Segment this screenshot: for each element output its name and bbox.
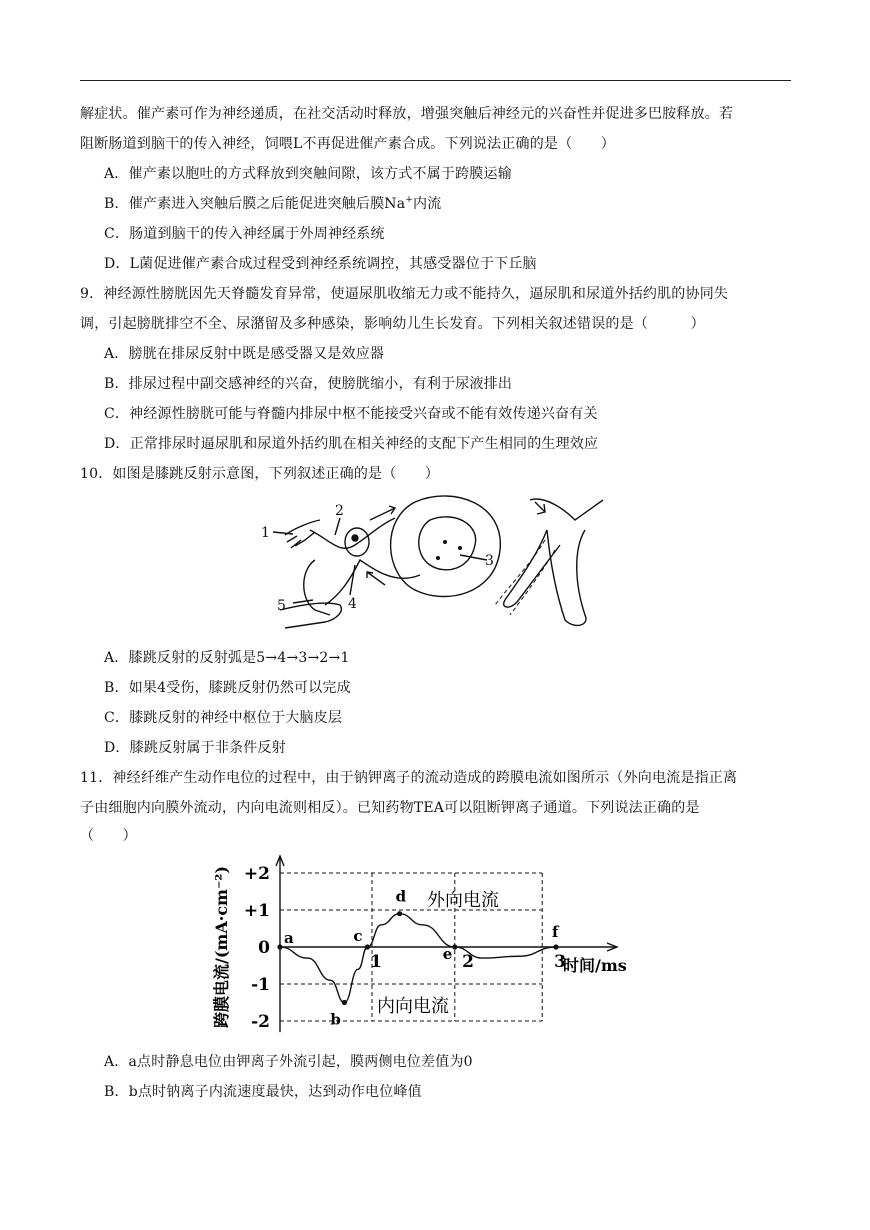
y-tick-label: -2	[251, 1012, 270, 1032]
data-point	[277, 944, 282, 949]
q8-option-b-sup: +	[405, 195, 414, 205]
q11-text-line3: （ ）	[80, 828, 137, 844]
q10-option-c[interactable]: C．膝跳反射的神经中枢位于大脑皮层	[104, 710, 343, 726]
q9-option-d[interactable]: D．正常排尿时逼尿肌和尿道外括约肌在相关神经的支配下产生相同的生理效应	[104, 436, 599, 452]
data-point	[553, 944, 558, 949]
q8-option-a[interactable]: A．催产素以胞吐的方式释放到突触间隙，该方式不属于跨膜运输	[104, 166, 512, 182]
q8-option-b-text: B．催产素进入突触后膜之后能促进突触后膜Na	[104, 196, 406, 212]
fig-label-1: 1	[261, 525, 270, 541]
point-label: f	[552, 923, 559, 941]
q11-text-line2: 子由细胞内向膜外流动，内向电流则相反）。已知药物TEA可以阻断钾离子通道。下列说法正确的是	[80, 800, 700, 816]
q10-option-b[interactable]: B．如果4受伤，膝跳反射仍然可以完成	[104, 680, 351, 696]
x-tick-label: 3	[554, 952, 566, 972]
fig-label-5: 5	[277, 598, 286, 614]
y-tick-label: 0	[258, 938, 270, 958]
y-tick-label: +2	[243, 864, 270, 884]
q10-stem: 10．如图是膝跳反射示意图，下列叙述正确的是（ ）	[80, 466, 440, 482]
y-tick-label: +1	[243, 901, 270, 921]
fig-label-2: 2	[335, 503, 344, 519]
data-point	[452, 944, 457, 949]
q9-option-a[interactable]: A．膀胱在排尿反射中既是感受器又是效应器	[104, 346, 385, 362]
header-rule	[80, 80, 791, 81]
data-point	[397, 911, 402, 916]
x-tick-label: 2	[462, 952, 474, 972]
series-line	[280, 914, 556, 1003]
transmembrane-current-chart	[205, 850, 665, 1050]
q10-option-d[interactable]: D．膝跳反射属于非条件反射	[104, 740, 286, 756]
q9-text-line1: 9．神经源性膀胱因先天脊髓发育异常，使逼尿肌收缩无力或不能持久，逼尿肌和尿道外括约肌的协同失	[80, 286, 729, 302]
q9-text-line2: 调，引起膀胱排空不全、尿潴留及多种感染，影响幼儿生长发育。下列相关叙述错误的是（ ）	[80, 316, 705, 332]
point-label: d	[395, 887, 407, 906]
data-point	[342, 1000, 347, 1005]
q8-option-c[interactable]: C．肠道到脑干的传入神经属于外周神经系统	[104, 226, 385, 242]
knee-jerk-reflex-figure	[255, 490, 615, 640]
q8-option-b[interactable]	[104, 194, 441, 214]
q8-option-d[interactable]: D．L菌促进催产素合成过程受到神经系统调控，其感受器位于下丘脑	[104, 256, 537, 272]
q8-option-b-tail: 内流	[413, 196, 442, 212]
q11-text-line1: 11．神经纤维产生动作电位的过程中，由于钠钾离子的流动造成的跨膜电流如图所示（外向电流是指正离	[80, 770, 738, 786]
q11-option-b[interactable]: B．b点时钠离子内流速度最快，达到动作电位峰值	[104, 1084, 422, 1100]
q11-option-a[interactable]: A．a点时静息电位由钾离子外流引起，膜两侧电位差值为0	[104, 1054, 473, 1070]
data-point	[365, 944, 370, 949]
fig-label-3: 3	[485, 553, 494, 569]
y-axis-label: 跨膜电流/(mA·cm⁻²)	[212, 865, 231, 1029]
point-label: b	[330, 1010, 341, 1029]
q9-option-c[interactable]: C．神经源性膀胱可能与脊髓内排尿中枢不能接受兴奋或不能有效传递兴奋有关	[104, 406, 598, 422]
q9-option-b[interactable]: B．排尿过程中副交感神经的兴奋，使膀胱缩小，有利于尿液排出	[104, 376, 513, 392]
q8-text-line1: 解症状。催产素可作为神经递质，在社交活动时释放，增强突触后神经元的兴奋性并促进多巴胺释放。若	[80, 106, 734, 122]
y-tick-label: -1	[251, 975, 270, 995]
point-label: e	[442, 945, 453, 963]
x-axis-label: 时间/ms	[563, 956, 627, 975]
q10-option-a[interactable]: A．膝跳反射的反射弧是5→4→3→2→1	[104, 650, 350, 666]
annotation-outward: 外向电流	[427, 890, 499, 911]
annotation-inward: 内向电流	[377, 995, 449, 1017]
x-tick-label: 1	[370, 952, 382, 972]
point-label: c	[353, 927, 363, 945]
point-label: a	[284, 929, 294, 947]
fig-label-4: 4	[348, 596, 357, 612]
q8-text-line2: 阻断肠道到脑干的传入神经，饲喂L不再促进催产素合成。下列说法正确的是（ ）	[80, 136, 615, 152]
